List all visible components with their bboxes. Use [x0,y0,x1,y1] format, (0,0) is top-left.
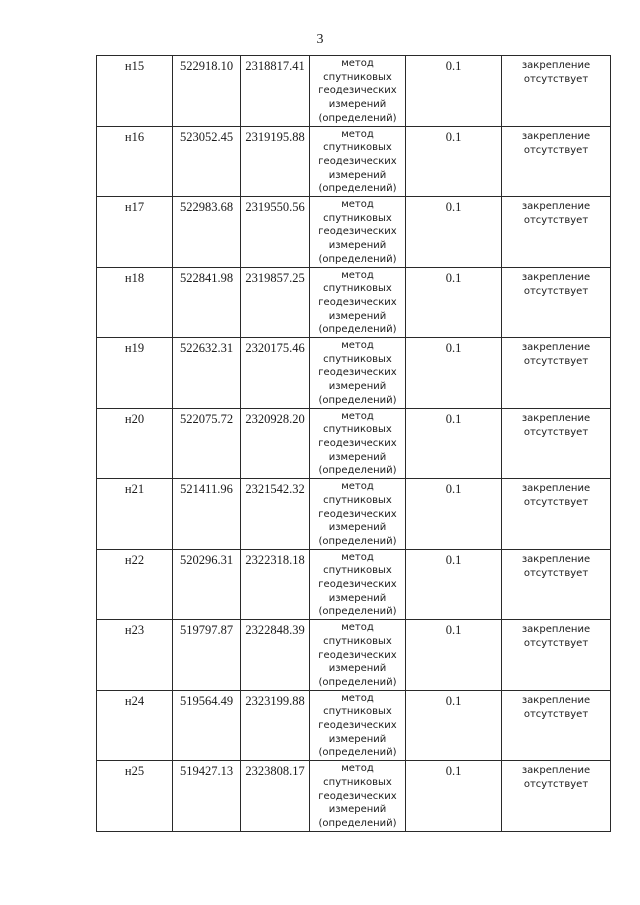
method-text: метод спутниковых геодезических измерений (определений) [318,692,397,759]
point-cell: н21 [97,479,173,550]
method-cell [310,549,406,620]
accuracy-cell: 0.1 [406,620,502,691]
table-row [97,761,611,832]
table-row [97,408,611,479]
method-cell [310,267,406,338]
accuracy-cell: 0.1 [406,549,502,620]
accuracy-cell: 0.1 [406,126,502,197]
fixing-cell: закрепление отсутствует [502,690,611,761]
accuracy-cell: 0.1 [406,197,502,268]
table-row [97,479,611,550]
y-coordinate-cell: 2319550.56 [241,197,310,268]
fixing-cell: закрепление отсутствует [502,549,611,620]
point-cell: н19 [97,338,173,409]
table-row [97,197,611,268]
accuracy-cell: 0.1 [406,408,502,479]
method-cell [310,620,406,691]
x-coordinate-cell: 523052.45 [173,126,241,197]
method-cell [310,690,406,761]
accuracy-cell: 0.1 [406,690,502,761]
x-coordinate-cell: 521411.96 [173,479,241,550]
accuracy-cell: 0.1 [406,761,502,832]
y-coordinate-cell: 2321542.32 [241,479,310,550]
method-cell [310,126,406,197]
method-text: метод спутниковых геодезических измерений (определений) [318,58,397,124]
point-cell: н17 [97,197,173,268]
x-coordinate-cell: 522918.10 [173,56,241,127]
method-text: метод спутниковых геодезических измерений (определений) [318,622,397,688]
x-coordinate-cell: 519564.49 [173,690,241,761]
point-cell: н24 [97,690,173,761]
x-coordinate-cell: 520296.31 [173,549,241,620]
accuracy-cell: 0.1 [406,56,502,127]
fixing-cell: закрепление отсутствует [502,338,611,409]
fixing-cell: закрепление отсутствует [502,197,611,268]
page-number: 3 [316,32,324,47]
x-coordinate-cell: 519427.13 [173,761,241,832]
point-cell: н16 [97,126,173,197]
x-coordinate-cell: 519797.87 [173,620,241,691]
y-coordinate-cell: 2319195.88 [241,126,310,197]
x-coordinate-cell: 522075.72 [173,408,241,479]
point-cell: н18 [97,267,173,338]
method-cell [310,56,406,127]
method-text: метод спутниковых геодезических измерений (определений) [318,481,397,547]
fixing-cell: закрепление отсутствует [502,126,611,197]
fixing-cell: закрепление отсутствует [502,479,611,550]
method-text: метод спутниковых геодезических измерений (определений) [318,269,397,336]
method-cell [310,479,406,550]
fixing-cell: закрепление отсутствует [502,56,611,127]
accuracy-cell: 0.1 [406,338,502,409]
method-cell [310,761,406,832]
method-text: метод спутниковых геодезических измерений (определений) [318,199,397,265]
accuracy-cell: 0.1 [406,267,502,338]
y-coordinate-cell: 2323199.88 [241,690,310,761]
method-cell [310,197,406,268]
fixing-cell: закрепление отсутствует [502,761,611,832]
method-cell [310,408,406,479]
table-row [97,267,611,338]
accuracy-cell: 0.1 [406,479,502,550]
point-cell: н20 [97,408,173,479]
point-cell: н25 [97,761,173,832]
table-row [97,126,611,197]
table-row [97,338,611,409]
fixing-cell: закрепление отсутствует [502,620,611,691]
table-row [97,56,611,127]
method-text: метод спутниковых геодезических измерений (определений) [318,410,397,477]
coordinates-table [96,55,611,832]
y-coordinate-cell: 2323808.17 [241,761,310,832]
table-row [97,690,611,761]
y-coordinate-cell: 2318817.41 [241,56,310,127]
method-cell [310,338,406,409]
table-row [97,620,611,691]
y-coordinate-cell: 2319857.25 [241,267,310,338]
method-text: метод спутниковых геодезических измерений (определений) [318,128,397,195]
point-cell: н22 [97,549,173,620]
y-coordinate-cell: 2320928.20 [241,408,310,479]
x-coordinate-cell: 522983.68 [173,197,241,268]
table-row [97,549,611,620]
coordinates-table-body [97,56,611,832]
fixing-cell: закрепление отсутствует [502,408,611,479]
y-coordinate-cell: 2322318.18 [241,549,310,620]
y-coordinate-cell: 2320175.46 [241,338,310,409]
method-text: метод спутниковых геодезических измерений (определений) [318,340,397,406]
fixing-cell: закрепление отсутствует [502,267,611,338]
method-text: метод спутниковых геодезических измерений (определений) [318,551,397,618]
x-coordinate-cell: 522632.31 [173,338,241,409]
x-coordinate-cell: 522841.98 [173,267,241,338]
point-cell: н23 [97,620,173,691]
method-text: метод спутниковых геодезических измерений (определений) [318,763,397,829]
y-coordinate-cell: 2322848.39 [241,620,310,691]
point-cell: н15 [97,56,173,127]
